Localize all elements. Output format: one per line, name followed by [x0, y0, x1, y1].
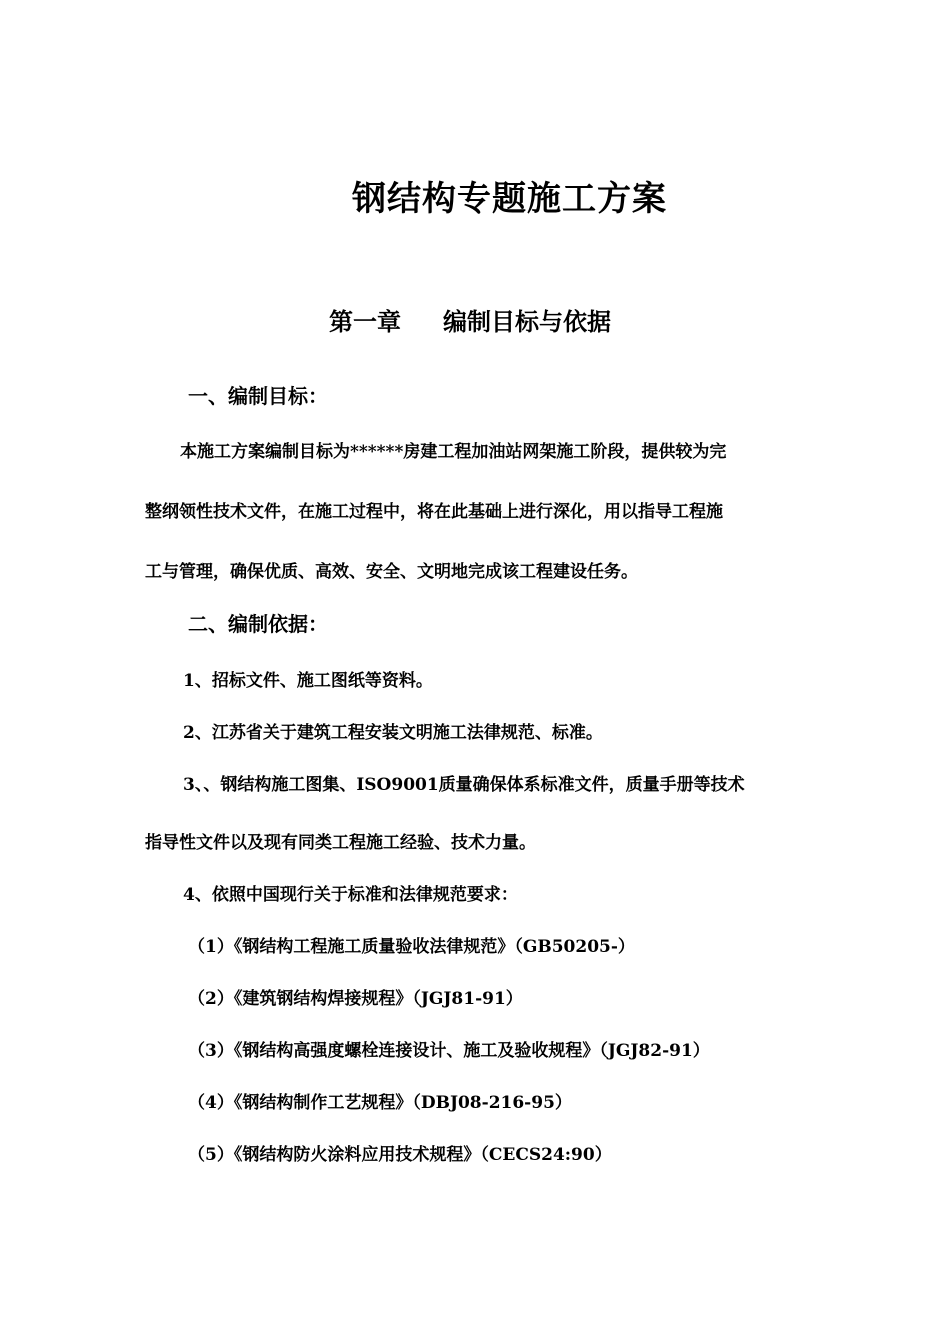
list-item: 2、江苏省关于建筑工程安装文明施工法律规范、标准。 [183, 723, 603, 743]
standard-item: （2）《建筑钢结构焊接规程》（JGJ81-91） [188, 989, 523, 1009]
standard-item: （4）《钢结构制作工艺规程》（DBJ08-216-95） [188, 1093, 572, 1113]
section-heading-objective: 一、编制目标： [188, 384, 328, 408]
paragraph-line: 工与管理，确保优质、高效、安全、文明地完成该工程建设任务。 [145, 562, 638, 582]
list-item-continuation: 指导性文件以及现有同类工程施工经验、技术力量。 [145, 833, 536, 853]
standard-item: （3）《钢结构高强度螺栓连接设计、施工及验收规程》（JGJ82-91） [188, 1041, 710, 1061]
chapter-name: 编制目标与依据 [443, 307, 611, 336]
standard-item: （5）《钢结构防火涂料应用技术规程》（CECS24:90） [188, 1145, 612, 1165]
chapter-title [329, 307, 611, 336]
list-item: 1、招标文件、施工图纸等资料。 [183, 671, 433, 691]
list-item: 4、依照中国现行关于标准和法律规范要求： [183, 885, 518, 905]
section-heading-basis: 二、编制依据： [188, 612, 328, 636]
list-item: 3、、钢结构施工图集、ISO9001质量确保体系标准文件，质量手册等技术 [183, 775, 745, 795]
chapter-number: 第一章 [329, 307, 401, 336]
paragraph-line: 整纲领性技术文件，在施工过程中，将在此基础上进行深化，用以指导工程施 [145, 502, 723, 522]
document-title: 钢结构专题施工方案 [352, 179, 667, 219]
standard-item: （1）《钢结构工程施工质量验收法律规范》（GB50205-） [188, 937, 635, 957]
paragraph-line: 本施工方案编制目标为******房建工程加油站网架施工阶段，提供较为完 [180, 442, 727, 462]
